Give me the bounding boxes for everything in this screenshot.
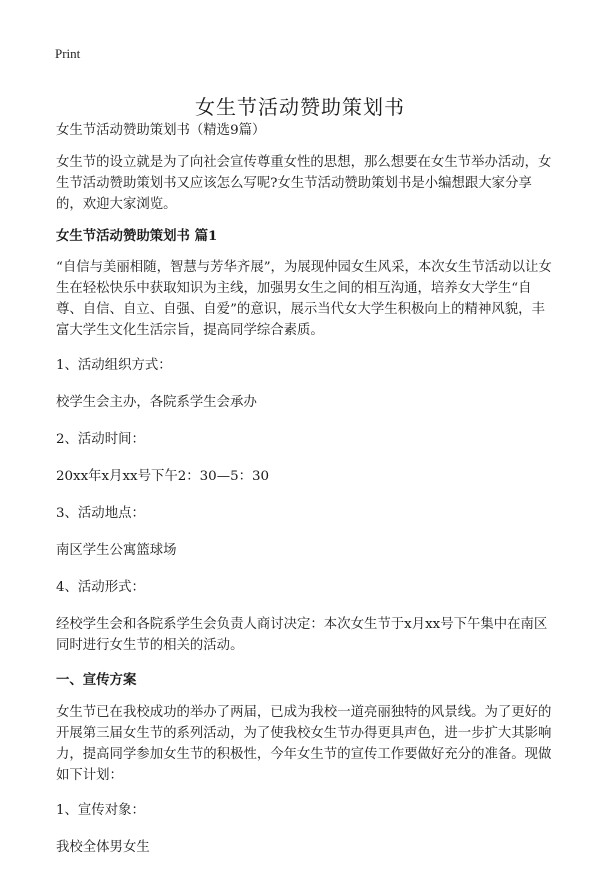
promo-item-value: 我校全体男女生 xyxy=(56,840,150,855)
item-label-location: 3、活动地点： xyxy=(56,506,145,521)
document-body xyxy=(56,120,552,874)
promo-paragraph: 女生节已在我校成功的举办了两届，已成为我校一道亮丽独特的风景线。为了更好的开展第三届女生节的系列活动，为了使我校女生节办得更具声色，进一步扩大其影响力，提高同学参加女生节的积极性，今年女生节的宣传工作要做好充分的准备。现做如下计划： xyxy=(56,705,552,783)
item-label-time: 2、活动时间： xyxy=(56,432,145,447)
document-title: 女生节活动赞助策划书 xyxy=(195,95,405,120)
item-value-location: 南区学生公寓篮球场 xyxy=(56,543,177,558)
item-value-format: 经校学生会和各院系学生会负责人商讨决定：本次女生节于x月xx号下午集中在南区同时进行女生节的相关的活动。 xyxy=(56,617,548,653)
promo-heading: 一、宣传方案 xyxy=(56,672,137,688)
item-value-organization: 校学生会主办，各院系学生会承办 xyxy=(56,395,257,410)
section-heading: 女生节活动赞助策划书 篇1 xyxy=(56,228,218,244)
item-label-format: 4、活动形式： xyxy=(56,580,145,595)
document-subtitle: 女生节活动赞助策划书（精选9篇） xyxy=(56,123,266,138)
promo-item-label: 1、宣传对象： xyxy=(56,803,145,818)
item-value-time: 20xx年x月xx号下午2：30—5：30 xyxy=(56,469,270,484)
print-label[interactable]: Print xyxy=(55,46,81,61)
purpose-paragraph: “自信与美丽相随，智慧与芳华齐展”，为展现仲园女生风采，本次女生节活动以让女生在轻松快乐中获取知识为主线，加强男女生之间的相互沟通，培养女大学生“自尊、自信、自立、自强、自爱”的意识，展示当代女大学生积极向上的精神风貌，丰富大学生文化生活宗旨，提高同学综合素质。 xyxy=(56,260,552,338)
item-label-organization: 1、活动组织方式： xyxy=(56,358,172,373)
intro-paragraph: 女生节的设立就是为了向社会宣传尊重女性的思想，那么想要在女生节举办活动，女生节活动赞助策划书又应该怎么写呢?女生节活动赞助策划书是小编想跟大家分享的，欢迎大家浏览。 xyxy=(56,155,552,212)
